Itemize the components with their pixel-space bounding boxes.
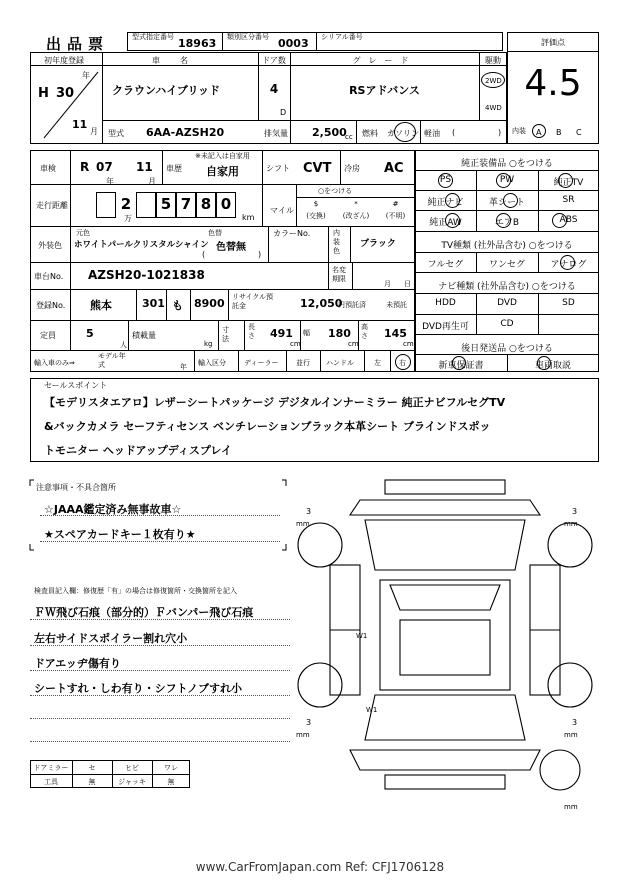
equip-r2-c1: エアB (494, 218, 520, 228)
year-unit: 年 (82, 71, 90, 80)
dim-label: 寸法 (222, 326, 229, 343)
tire-fr-mm: mm (564, 520, 578, 528)
load-label: 積載量 (132, 331, 156, 340)
grade-label: グレード (352, 56, 417, 65)
jack-value: 無 (167, 778, 175, 786)
displacement: 2,500 (312, 126, 347, 139)
note-line-2: ★スペアカードキー１枚有り★ (44, 528, 196, 541)
tv-circle (558, 173, 573, 188)
width: 180 (328, 327, 351, 340)
equip-r0-c0: PS (439, 175, 452, 185)
mileage-digit-4: 0 (220, 195, 232, 213)
import-class-label: 輸入区分 (198, 359, 226, 367)
score-label: 評価点 (541, 38, 565, 47)
equip-r1-c2: SR (562, 195, 575, 205)
month-unit: 月 (90, 127, 98, 136)
meter-s-sub: (交換) (306, 212, 326, 220)
model: 6AA-AZSH20 (146, 126, 225, 139)
reg-label: 登録No. (36, 301, 66, 310)
equip-r2-c2: ABS (559, 215, 578, 225)
tire-rl-mm: mm (296, 731, 310, 739)
sales-line-1: 【モデリスタエアロ】レザーシートパッケージ デジタルインナーミラー 純正ナビフルセグTV (44, 396, 506, 409)
navi-hdd: HDD (435, 298, 456, 308)
equip-r2-c0: 純正AW (429, 218, 462, 228)
mile-label: マイル (270, 206, 294, 215)
meter-s: $ (313, 200, 319, 208)
cap-unit: 人 (120, 341, 127, 349)
inspection-tsuki: 月 (148, 177, 156, 186)
later-manual: 車両取説 (534, 361, 571, 371)
mirror-value: セ (88, 764, 96, 772)
name-change-month: 月 (384, 280, 391, 288)
interior-label: 内装 (512, 127, 526, 135)
class-no-label: 類別区分番号 (227, 33, 269, 41)
doors-label: ドア数 (262, 56, 286, 65)
equip-r1-c0: 純正ナビ (427, 198, 464, 208)
import-label: 輸入車のみ⇒ (34, 359, 75, 367)
doors: 4 (269, 82, 279, 96)
navi-cd: CD (500, 319, 514, 329)
form-title: 出品票 (46, 35, 110, 53)
tire-rl-depth: 3 (306, 718, 312, 727)
reg-area: 熊本 (90, 299, 112, 312)
handle-right-circle (395, 354, 411, 370)
ac-label: 冷房 (344, 164, 360, 173)
int-color-label: 内装色 (333, 229, 340, 255)
meter-a: * (354, 200, 358, 208)
chassis: AZSH20-1021838 (88, 268, 205, 282)
drive-label: 駆動 (485, 56, 501, 65)
interior-c: C (576, 128, 582, 137)
class-no: 0003 (278, 37, 309, 50)
equip-r0-c1: PW (499, 175, 515, 185)
navi-sd: SD (562, 298, 575, 308)
sales-line-3: トモニター ヘッドアップディスプレイ (44, 444, 232, 457)
navi-dvd: DVD (497, 298, 517, 308)
meter-h-sub: (不明) (385, 212, 406, 220)
mileage-digit-0: 2 (120, 195, 132, 213)
drive-2wd: 2WD (485, 77, 502, 85)
abs-circle (552, 213, 567, 228)
w1-rear: W1 (366, 706, 378, 714)
usage-label: 車歴 (166, 164, 182, 173)
interior-a-circle (532, 124, 546, 138)
door-type: D (280, 108, 287, 117)
shift: CVT (303, 161, 332, 176)
equip-r0-c2: 純正TV (553, 178, 584, 188)
inspection-year: 07 (96, 160, 113, 174)
orig-color-label: 元色 (76, 229, 90, 237)
recycle-unit: 円預託済 (338, 301, 366, 309)
fuel: ガソリン (387, 129, 419, 138)
tools-value: 無 (88, 778, 96, 786)
leather-circle (503, 193, 518, 208)
len-cm: cm (290, 340, 301, 348)
fuel-paren-l: ( (452, 128, 456, 137)
color-swap: 色替無 (216, 242, 246, 253)
fuel-paren-r: ) (498, 128, 502, 137)
warranty-circle (452, 356, 466, 370)
color-paren-r: ) (258, 250, 262, 259)
ext-color-label: 外装色 (38, 241, 62, 250)
aw-circle (445, 213, 460, 228)
first-reg-month: 11 (72, 118, 88, 131)
inspector-label: 検査員記入欄：修復歴「有」の場合は修復箇所・交換箇所を記入 (34, 587, 237, 595)
model-year-nen: 年 (180, 363, 187, 371)
tire-rr-depth: 3 (572, 718, 578, 727)
name-change-day: 日 (404, 280, 411, 288)
length: 491 (270, 327, 293, 340)
load-unit: kg (204, 340, 213, 348)
drive-2wd-circle (481, 72, 505, 88)
cap-label: 定員 (40, 331, 56, 340)
mileage-digit-box-1 (136, 192, 156, 218)
navi-dvd-play: DVD再生可 (422, 322, 469, 332)
notes-label: 注意事項・不具合箇所 (36, 483, 116, 492)
first-reg-label: 初年度登録 (44, 56, 84, 65)
tv-full: フルセグ (427, 260, 464, 270)
reg-class: 301 (142, 297, 165, 310)
model-year-label: モデル年式 (98, 352, 126, 369)
shift-label: シフト (266, 164, 290, 173)
jack-label: ジャッキ (118, 778, 146, 786)
displacement-label: 排気量 (264, 129, 288, 138)
car-name-label: 車名 (152, 56, 208, 65)
note-line-1: ☆JAAA鑑定済み無事故車☆ (44, 503, 182, 516)
meter-a-sub: (改ざん) (342, 212, 370, 220)
recycle-no: 未預託 (386, 301, 407, 309)
reg-kana: も (172, 299, 183, 312)
inspector-line-3: ドアエッヂ傷有り (34, 657, 121, 670)
sales-line-2: &バックカメラ セーフティセンス ベンチレーションブラック本革シート ブラインドスポッ (44, 420, 491, 433)
usage-note: ※未記入は自家用 (195, 152, 250, 160)
handle-label: ハンドル (326, 359, 354, 367)
name-change-label: 名変期限 (332, 266, 346, 283)
serial-label: シリアル番号 (321, 33, 363, 41)
light-oil: 軽油 (424, 129, 440, 138)
hgt-cm: cm (403, 340, 414, 348)
mirror-label: ドアミラー (33, 764, 69, 772)
inspector-line-1: ＦＷ飛び石痕（部分的）Ｆバンパー飛び石痕 (34, 606, 254, 619)
later-title: 後日発送品 ○をつける (461, 344, 553, 354)
hgt-label: 高さ (361, 323, 368, 340)
recycle-label: リサイクル預託金 (232, 293, 274, 310)
tv-analog: アナログ (550, 260, 587, 270)
mileage-digit-1: 5 (160, 195, 172, 213)
navi-title: ナビ種類 (社外品含む) ○をつける (438, 282, 576, 292)
fuel-label: 燃料 (362, 129, 378, 138)
ext-color: ホワイトパールクリスタルシャイン (74, 240, 209, 250)
len-label: 長さ (248, 323, 255, 340)
car-diagram (290, 470, 600, 815)
w1-front: W1 (356, 632, 368, 640)
handle-left: 左 (374, 359, 381, 367)
mileage-digit-2: 7 (180, 195, 192, 213)
mileage-km: km (242, 213, 255, 222)
ac: AC (384, 161, 404, 176)
mileage-digit-box-0 (96, 192, 116, 218)
chassis-label: 車台No. (34, 272, 64, 281)
tv-title: TV種類 (社外品含む) ○をつける (441, 241, 573, 251)
car-name: クラウンハイブリッド (112, 84, 221, 97)
footer-watermark: www.CarFromJapan.com Ref: CFJ1706128 (195, 860, 445, 874)
cc-unit: cc (345, 133, 353, 141)
later-warranty: 新車保証書 (438, 361, 484, 371)
parallel: 並行 (296, 359, 310, 367)
reg-num: 8900 (194, 297, 225, 310)
tv-analog-circle (560, 255, 575, 270)
color-paren-l: ( (202, 250, 206, 259)
airbag-circle (496, 213, 511, 228)
drive-4wd: 4WD (485, 104, 502, 112)
inspection-r: R (80, 160, 90, 174)
recycle: 12,050 (300, 297, 343, 310)
equip-title: 純正装備品 ○をつける (461, 159, 553, 169)
spare-mm: mm (564, 803, 578, 811)
height: 145 (384, 327, 407, 340)
meter-h: # (392, 200, 399, 208)
fuel-circle (394, 122, 416, 142)
handle-right: 右 (399, 359, 406, 367)
tire-fl-depth: 3 (306, 507, 312, 516)
score-value: 4.5 (524, 63, 582, 104)
grade: RSアドバンス (349, 84, 420, 97)
meter-note: ○をつける (318, 187, 353, 195)
inspector-line-2: 左右サイドスポイラー割れ穴小 (34, 632, 188, 645)
tire-fr-depth: 3 (572, 507, 578, 516)
model-no: 18963 (178, 37, 217, 50)
mileage-man: 万 (124, 214, 132, 223)
crack-label: ヒビ (125, 764, 139, 772)
navi-circle (445, 193, 460, 208)
equip-r1-c1: 革シート (488, 198, 525, 208)
ps-circle (438, 173, 453, 188)
inspection-month: 11 (136, 160, 153, 174)
inspection-label: 車検 (40, 164, 56, 173)
mileage-label: 走行距離 (36, 201, 68, 210)
interior-b: B (556, 128, 562, 137)
first-reg-era: H (38, 86, 49, 101)
pw-circle (496, 173, 511, 188)
color-change-label: 色替 (208, 229, 222, 237)
cap: 5 (86, 327, 94, 340)
tire-rr-mm: mm (564, 731, 578, 739)
model-label: 型式 (108, 129, 124, 138)
dealer: ディーラー (244, 359, 279, 367)
wid-cm: cm (348, 340, 359, 348)
usage: 自家用 (206, 165, 239, 178)
model-no-label: 型式指定番号 (132, 33, 174, 41)
mileage-digit-3: 8 (200, 195, 212, 213)
tools-label: 工具 (44, 778, 58, 786)
inspector-line-4: シートすれ・しわ有り・シフトノブすれ小 (34, 682, 243, 695)
break-label: ワレ (164, 764, 178, 772)
manual-circle (537, 356, 551, 370)
wid-label: 幅 (303, 329, 310, 337)
int-color: ブラック (360, 239, 396, 249)
tire-fl-mm: mm (296, 520, 310, 528)
color-no-label: カラーNo. (273, 229, 311, 238)
inspection-nen: 年 (106, 177, 114, 186)
first-reg-year: 30 (56, 86, 75, 101)
sales-label: セールスポイント (44, 381, 108, 390)
interior-a: A (536, 128, 542, 137)
tv-one: ワンセグ (488, 260, 525, 270)
